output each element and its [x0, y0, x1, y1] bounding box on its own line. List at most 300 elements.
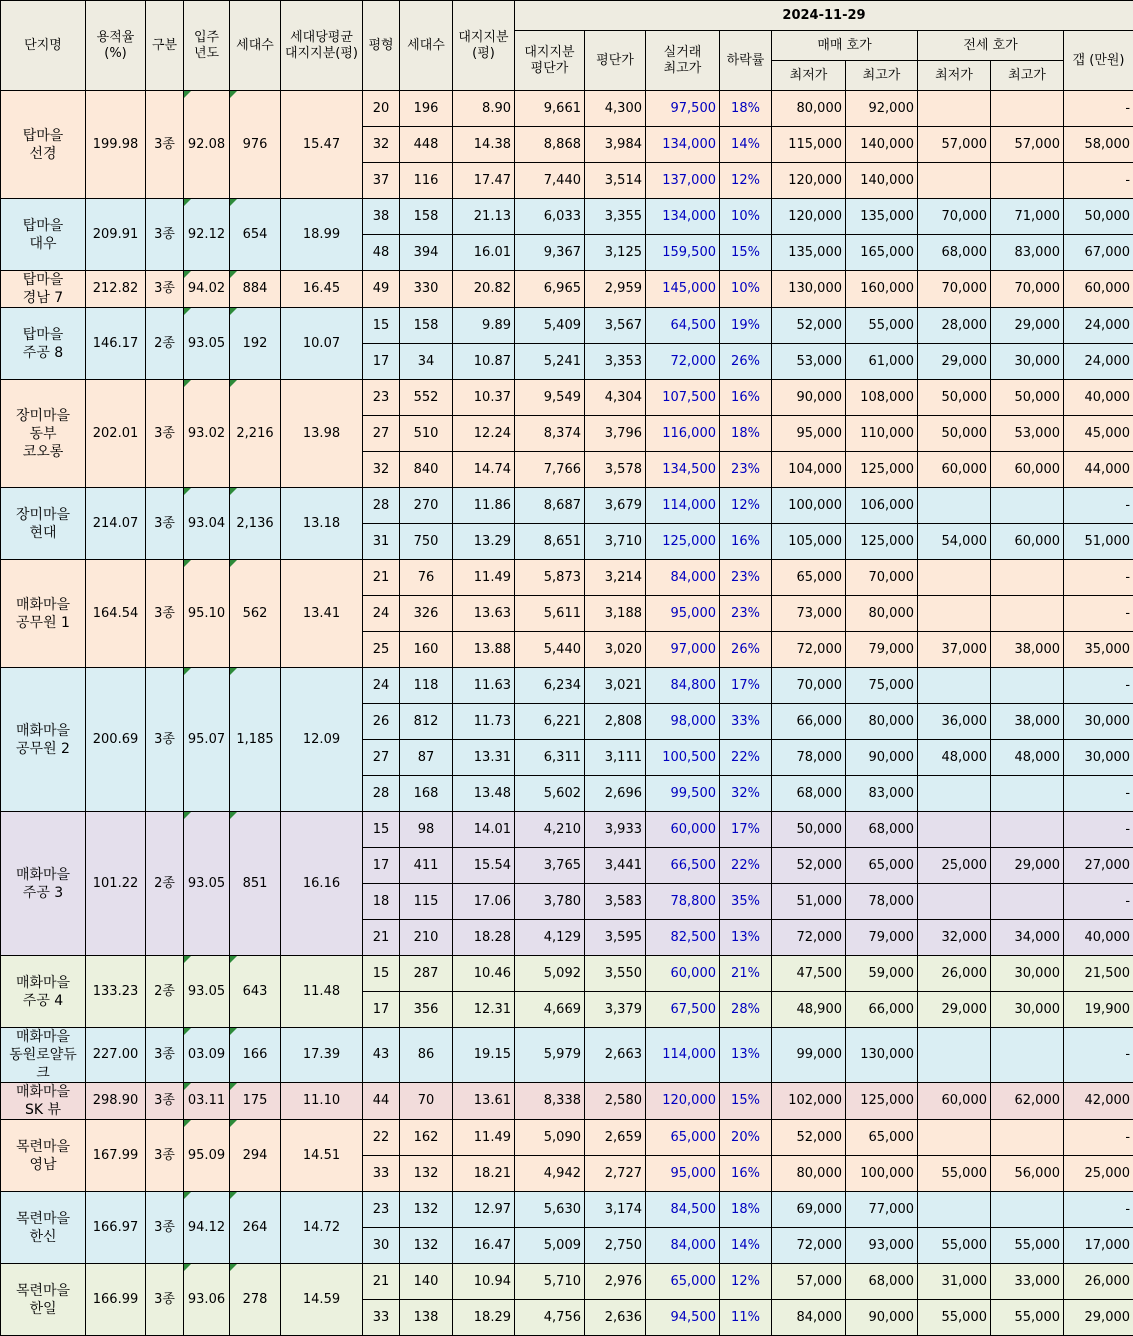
cell-units: 330	[400, 271, 453, 308]
cell-units: 326	[400, 596, 453, 632]
table-body	[1, 91, 1133, 1336]
complex-name	[1, 271, 86, 308]
cell-pyeong-price: 3,679	[585, 488, 646, 524]
cell-max-trade: 67,500	[646, 992, 720, 1028]
table-row	[1, 91, 1133, 127]
header-jeonse-group-text: 전세 호가	[963, 38, 1017, 53]
cell-sale-max: 70,000	[846, 560, 918, 596]
cell-sale-max: 65,000	[846, 1120, 918, 1156]
cell-sale-max: 68,000	[846, 1264, 918, 1300]
cell-gap: -	[1064, 488, 1133, 524]
table-row	[1, 380, 1133, 416]
complex-name-line: 선경	[29, 146, 56, 162]
cell-jeonse-max: 83,000	[991, 235, 1064, 271]
complex-households: 2,216	[230, 380, 281, 488]
cell-sale-min: 80,000	[772, 91, 846, 127]
cell-pyeong-price: 3,125	[585, 235, 646, 271]
cell-gap: 29,000	[1064, 1300, 1133, 1336]
header-max_trade-line: 실거래	[664, 45, 702, 60]
cell-pyeong: 27	[363, 416, 400, 452]
header-zone-text: 구분	[152, 38, 177, 53]
complex-zone: 3종	[146, 668, 184, 812]
cell-land: 21.13	[453, 199, 515, 235]
complex-households: 2,136	[230, 488, 281, 560]
cell-gap: -	[1064, 668, 1133, 704]
cell-pyeong: 28	[363, 488, 400, 524]
cell-pyeong: 24	[363, 668, 400, 704]
complex-households: 294	[230, 1120, 281, 1192]
complex-name-line: 탑마을	[23, 128, 64, 144]
complex-avg-land: 14.72	[281, 1192, 363, 1264]
cell-jeonse-min: 57,000	[918, 127, 991, 163]
cell-jeonse-max: 29,000	[991, 848, 1064, 884]
header-far-line: (%)	[104, 46, 127, 61]
header-sale-group	[772, 31, 918, 61]
cell-jeonse-max: 38,000	[991, 704, 1064, 740]
cell-sale-max: 90,000	[846, 1300, 918, 1336]
cell-drop: 14%	[720, 1228, 772, 1264]
cell-land-price: 6,234	[515, 668, 585, 704]
cell-drop: 17%	[720, 668, 772, 704]
cell-drop: 19%	[720, 308, 772, 344]
cell-land-price: 9,661	[515, 91, 585, 127]
cell-gap: -	[1064, 560, 1133, 596]
cell-sale-min: 50,000	[772, 812, 846, 848]
cell-jeonse-max	[991, 1120, 1064, 1156]
complex-avg-land: 13.98	[281, 380, 363, 488]
complex-name	[1, 812, 86, 956]
cell-jeonse-max: 55,000	[991, 1300, 1064, 1336]
cell-pyeong-price: 2,808	[585, 704, 646, 740]
cell-jeonse-max: 34,000	[991, 920, 1064, 956]
cell-max-trade: 82,500	[646, 920, 720, 956]
cell-land-price: 4,942	[515, 1156, 585, 1192]
complex-avg-land: 11.48	[281, 956, 363, 1028]
cell-pyeong-price: 3,984	[585, 127, 646, 163]
cell-gap: 24,000	[1064, 344, 1133, 380]
complex-households: 192	[230, 308, 281, 380]
cell-jeonse-min	[918, 1028, 991, 1083]
cell-sale-max: 55,000	[846, 308, 918, 344]
cell-sale-max: 140,000	[846, 163, 918, 199]
cell-sale-min: 53,000	[772, 344, 846, 380]
cell-units: 132	[400, 1156, 453, 1192]
cell-sale-max: 140,000	[846, 127, 918, 163]
cell-land-price: 8,374	[515, 416, 585, 452]
complex-far: 164.54	[86, 560, 146, 668]
cell-land: 8.90	[453, 91, 515, 127]
cell-max-trade: 99,500	[646, 776, 720, 812]
cell-pyeong-price: 3,796	[585, 416, 646, 452]
cell-jeonse-min: 28,000	[918, 308, 991, 344]
cell-pyeong: 33	[363, 1300, 400, 1336]
complex-name-line: 장미마을	[16, 408, 70, 424]
complex-far: 209.91	[86, 199, 146, 271]
cell-max-trade: 72,000	[646, 344, 720, 380]
cell-sale-min: 69,000	[772, 1192, 846, 1228]
complex-name-line: 동원로얄듀크	[9, 1047, 77, 1081]
cell-jeonse-max: 60,000	[991, 524, 1064, 560]
cell-sale-max: 75,000	[846, 668, 918, 704]
complex-zone: 3종	[146, 1083, 184, 1120]
cell-units: 76	[400, 560, 453, 596]
complex-name-line: 탑마을	[23, 272, 64, 288]
cell-jeonse-max: 70,000	[991, 271, 1064, 308]
complex-name	[1, 91, 86, 199]
cell-gap: 30,000	[1064, 704, 1133, 740]
cell-drop: 16%	[720, 1156, 772, 1192]
cell-jeonse-min	[918, 668, 991, 704]
cell-land: 12.24	[453, 416, 515, 452]
cell-land-price: 8,687	[515, 488, 585, 524]
cell-land-price: 6,311	[515, 740, 585, 776]
header-drop-text: 하락률	[727, 53, 765, 68]
cell-jeonse-min: 29,000	[918, 992, 991, 1028]
table-row	[1, 1192, 1133, 1228]
cell-gap: 19,900	[1064, 992, 1133, 1028]
cell-land: 13.88	[453, 632, 515, 668]
header-jeonse-min: 최저가	[918, 61, 991, 91]
cell-jeonse-max	[991, 776, 1064, 812]
table-row	[1, 668, 1133, 704]
header-sale-group-text: 매매 호가	[817, 38, 871, 53]
cell-units: 287	[400, 956, 453, 992]
header-year-line: 입주	[194, 30, 219, 45]
cell-jeonse-max: 50,000	[991, 380, 1064, 416]
cell-sale-min: 68,000	[772, 776, 846, 812]
cell-units: 840	[400, 452, 453, 488]
header-units-text: 세대수	[407, 38, 445, 53]
complex-name-line: 탑마을	[23, 327, 64, 343]
cell-sale-min: 90,000	[772, 380, 846, 416]
cell-land-price: 6,221	[515, 704, 585, 740]
cell-land-price: 5,602	[515, 776, 585, 812]
cell-drop: 13%	[720, 1028, 772, 1083]
complex-far: 101.22	[86, 812, 146, 956]
cell-land: 12.31	[453, 992, 515, 1028]
cell-pyeong-price: 3,514	[585, 163, 646, 199]
cell-land: 13.31	[453, 740, 515, 776]
complex-households: 1,185	[230, 668, 281, 812]
complex-name	[1, 560, 86, 668]
header-land-line: (평)	[472, 46, 495, 61]
cell-pyeong: 25	[363, 632, 400, 668]
cell-pyeong: 15	[363, 812, 400, 848]
cell-units: 162	[400, 1120, 453, 1156]
cell-jeonse-min	[918, 91, 991, 127]
cell-land-price: 3,780	[515, 884, 585, 920]
cell-drop: 35%	[720, 884, 772, 920]
cell-pyeong-price: 3,020	[585, 632, 646, 668]
cell-pyeong-price: 4,304	[585, 380, 646, 416]
header-drop	[720, 31, 772, 91]
cell-drop: 15%	[720, 1083, 772, 1120]
complex-name-line: 현대	[29, 525, 56, 541]
cell-land: 18.29	[453, 1300, 515, 1336]
cell-gap: 51,000	[1064, 524, 1133, 560]
cell-pyeong: 33	[363, 1156, 400, 1192]
complex-name-line: 한신	[29, 1229, 56, 1245]
table-row	[1, 1028, 1133, 1083]
cell-jeonse-min: 70,000	[918, 271, 991, 308]
header-land-line: 대지지분	[458, 30, 508, 45]
cell-land: 18.21	[453, 1156, 515, 1192]
cell-pyeong: 48	[363, 235, 400, 271]
complex-zone: 3종	[146, 199, 184, 271]
cell-drop: 26%	[720, 344, 772, 380]
cell-land: 10.87	[453, 344, 515, 380]
cell-pyeong: 30	[363, 1228, 400, 1264]
cell-units: 510	[400, 416, 453, 452]
cell-sale-min: 72,000	[772, 632, 846, 668]
cell-gap: 26,000	[1064, 1264, 1133, 1300]
cell-pyeong-price: 3,550	[585, 956, 646, 992]
cell-pyeong-price: 3,567	[585, 308, 646, 344]
cell-jeonse-max: 48,000	[991, 740, 1064, 776]
cell-max-trade: 84,000	[646, 560, 720, 596]
cell-land: 14.38	[453, 127, 515, 163]
header-land-price	[515, 31, 585, 91]
cell-land: 11.63	[453, 668, 515, 704]
cell-sale-min: 70,000	[772, 668, 846, 704]
cell-drop: 22%	[720, 848, 772, 884]
cell-pyeong-price: 4,300	[585, 91, 646, 127]
cell-land: 11.73	[453, 704, 515, 740]
cell-pyeong-price: 2,959	[585, 271, 646, 308]
cell-gap: 21,500	[1064, 956, 1133, 992]
cell-sale-min: 105,000	[772, 524, 846, 560]
cell-sale-min: 52,000	[772, 1120, 846, 1156]
cell-pyeong-price: 3,578	[585, 452, 646, 488]
cell-max-trade: 60,000	[646, 812, 720, 848]
cell-units: 160	[400, 632, 453, 668]
cell-pyeong: 32	[363, 452, 400, 488]
cell-max-trade: 84,500	[646, 1192, 720, 1228]
complex-far: 166.99	[86, 1264, 146, 1336]
cell-pyeong: 49	[363, 271, 400, 308]
cell-gap: -	[1064, 776, 1133, 812]
complex-households: 166	[230, 1028, 281, 1083]
cell-pyeong-price: 3,355	[585, 199, 646, 235]
cell-pyeong-price: 3,379	[585, 992, 646, 1028]
complex-name-line: SK 뷰	[25, 1102, 61, 1118]
cell-pyeong-price: 2,659	[585, 1120, 646, 1156]
complex-name-line: 주공 3	[23, 885, 63, 901]
complex-name	[1, 488, 86, 560]
complex-name-line: 장미마을	[16, 507, 70, 523]
cell-land: 12.97	[453, 1192, 515, 1228]
cell-land: 16.47	[453, 1228, 515, 1264]
cell-pyeong-price: 3,174	[585, 1192, 646, 1228]
complex-year: 93.05	[184, 812, 230, 956]
cell-jeonse-max: 33,000	[991, 1264, 1064, 1300]
cell-pyeong: 23	[363, 1192, 400, 1228]
cell-land: 17.47	[453, 163, 515, 199]
cell-units: 394	[400, 235, 453, 271]
cell-max-trade: 97,000	[646, 632, 720, 668]
cell-max-trade: 97,500	[646, 91, 720, 127]
cell-drop: 28%	[720, 992, 772, 1028]
cell-sale-max: 110,000	[846, 416, 918, 452]
cell-jeonse-max: 38,000	[991, 632, 1064, 668]
complex-households: 851	[230, 812, 281, 956]
cell-sale-min: 66,000	[772, 704, 846, 740]
cell-pyeong-price: 3,933	[585, 812, 646, 848]
cell-gap: 17,000	[1064, 1228, 1133, 1264]
cell-land: 10.37	[453, 380, 515, 416]
header-pyeong-price	[585, 31, 646, 91]
complex-households: 278	[230, 1264, 281, 1336]
cell-gap: 42,000	[1064, 1083, 1133, 1120]
cell-pyeong: 20	[363, 91, 400, 127]
complex-name-line: 매화마을	[16, 597, 70, 613]
cell-jeonse-min: 55,000	[918, 1156, 991, 1192]
cell-sale-max: 100,000	[846, 1156, 918, 1192]
cell-pyeong-price: 3,353	[585, 344, 646, 380]
cell-sale-min: 47,500	[772, 956, 846, 992]
complex-name-line: 공무원 2	[16, 741, 70, 757]
cell-jeonse-min	[918, 812, 991, 848]
cell-jeonse-min	[918, 1120, 991, 1156]
cell-jeonse-min: 55,000	[918, 1228, 991, 1264]
cell-sale-max: 108,000	[846, 380, 918, 416]
cell-max-trade: 100,500	[646, 740, 720, 776]
cell-land: 9.89	[453, 308, 515, 344]
cell-land: 13.29	[453, 524, 515, 560]
complex-name-line: 영남	[29, 1157, 56, 1173]
cell-max-trade: 134,000	[646, 199, 720, 235]
cell-units: 750	[400, 524, 453, 560]
header-pyeong-text: 평형	[368, 38, 393, 53]
cell-land-price: 8,651	[515, 524, 585, 560]
cell-jeonse-min: 50,000	[918, 380, 991, 416]
complex-name-line: 주공 8	[23, 345, 63, 361]
complex-far: 200.69	[86, 668, 146, 812]
complex-name-line: 주공 4	[23, 993, 63, 1009]
cell-max-trade: 84,000	[646, 1228, 720, 1264]
cell-jeonse-max: 30,000	[991, 344, 1064, 380]
cell-pyeong-price: 3,188	[585, 596, 646, 632]
cell-pyeong: 38	[363, 199, 400, 235]
header-name-text: 단지명	[24, 38, 62, 53]
complex-households: 654	[230, 199, 281, 271]
cell-sale-max: 135,000	[846, 199, 918, 235]
cell-land: 20.82	[453, 271, 515, 308]
cell-max-trade: 98,000	[646, 704, 720, 740]
cell-jeonse-max	[991, 1192, 1064, 1228]
cell-gap: 24,000	[1064, 308, 1133, 344]
cell-jeonse-max: 30,000	[991, 992, 1064, 1028]
cell-drop: 16%	[720, 380, 772, 416]
cell-jeonse-max: 57,000	[991, 127, 1064, 163]
cell-units: 812	[400, 704, 453, 740]
complex-zone: 2종	[146, 956, 184, 1028]
cell-max-trade: 134,500	[646, 452, 720, 488]
cell-land: 11.49	[453, 1120, 515, 1156]
table-row	[1, 1264, 1133, 1300]
cell-gap: 27,000	[1064, 848, 1133, 884]
complex-households: 562	[230, 560, 281, 668]
cell-jeonse-min: 32,000	[918, 920, 991, 956]
cell-gap: 44,000	[1064, 452, 1133, 488]
cell-pyeong-price: 3,214	[585, 560, 646, 596]
header-gap	[1064, 31, 1133, 91]
cell-jeonse-min: 50,000	[918, 416, 991, 452]
cell-pyeong: 28	[363, 776, 400, 812]
complex-avg-land: 13.18	[281, 488, 363, 560]
cell-units: 411	[400, 848, 453, 884]
cell-land: 16.01	[453, 235, 515, 271]
complex-year: 93.06	[184, 1264, 230, 1336]
complex-avg-land: 11.10	[281, 1083, 363, 1120]
cell-sale-min: 115,000	[772, 127, 846, 163]
complex-name-line: 공무원 1	[16, 615, 70, 631]
cell-sale-min: 135,000	[772, 235, 846, 271]
cell-pyeong: 31	[363, 524, 400, 560]
complex-year: 94.12	[184, 1192, 230, 1264]
cell-max-trade: 66,500	[646, 848, 720, 884]
cell-pyeong-price: 3,021	[585, 668, 646, 704]
complex-avg-land: 17.39	[281, 1028, 363, 1083]
cell-jeonse-min: 36,000	[918, 704, 991, 740]
cell-gap: -	[1064, 1028, 1133, 1083]
table-row	[1, 812, 1133, 848]
cell-gap: 67,000	[1064, 235, 1133, 271]
cell-sale-max: 66,000	[846, 992, 918, 1028]
cell-jeonse-min: 60,000	[918, 452, 991, 488]
cell-land: 19.15	[453, 1028, 515, 1083]
cell-land-price: 3,765	[515, 848, 585, 884]
cell-pyeong: 24	[363, 596, 400, 632]
header-year	[184, 1, 230, 91]
cell-pyeong: 15	[363, 308, 400, 344]
cell-units: 34	[400, 344, 453, 380]
cell-gap: -	[1064, 163, 1133, 199]
cell-sale-max: 106,000	[846, 488, 918, 524]
cell-land-price: 5,979	[515, 1028, 585, 1083]
complex-far: 298.90	[86, 1083, 146, 1120]
cell-pyeong: 22	[363, 1120, 400, 1156]
header-households-text: 세대수	[236, 38, 274, 53]
complex-year: 93.05	[184, 956, 230, 1028]
cell-jeonse-min: 26,000	[918, 956, 991, 992]
cell-land: 13.48	[453, 776, 515, 812]
complex-zone: 3종	[146, 91, 184, 199]
header-max-trade	[646, 31, 720, 91]
complex-year: 93.02	[184, 380, 230, 488]
table-row	[1, 488, 1133, 524]
cell-drop: 15%	[720, 235, 772, 271]
complex-name	[1, 380, 86, 488]
cell-jeonse-min: 37,000	[918, 632, 991, 668]
complex-far: 227.00	[86, 1028, 146, 1083]
complex-far: 199.98	[86, 91, 146, 199]
complex-zone: 2종	[146, 812, 184, 956]
header-jeonse-max: 최고가	[991, 61, 1064, 91]
cell-pyeong: 43	[363, 1028, 400, 1083]
complex-name-line: 매화마을	[16, 1084, 70, 1100]
header-households	[230, 1, 281, 91]
cell-units: 138	[400, 1300, 453, 1336]
cell-max-trade: 134,000	[646, 127, 720, 163]
header-pyeong	[363, 1, 400, 91]
cell-sale-max: 125,000	[846, 452, 918, 488]
complex-avg-land: 10.07	[281, 308, 363, 380]
complex-year: 93.04	[184, 488, 230, 560]
cell-sale-min: 48,900	[772, 992, 846, 1028]
cell-jeonse-min: 68,000	[918, 235, 991, 271]
complex-avg-land: 14.59	[281, 1264, 363, 1336]
